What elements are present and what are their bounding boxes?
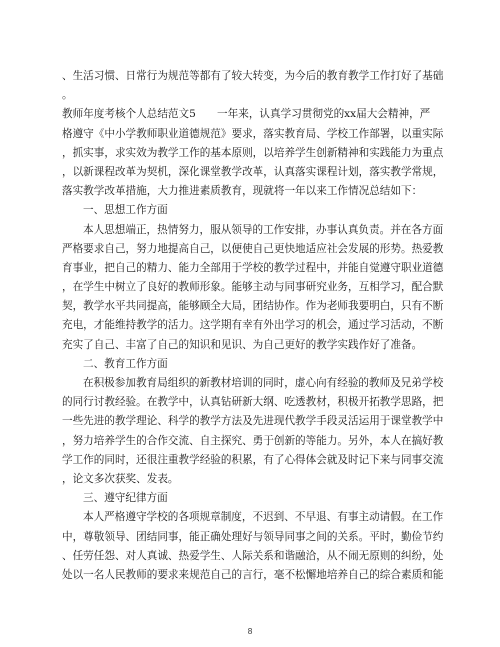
section-heading-education: 二、教育工作方面 bbox=[83, 357, 168, 370]
page-number: 8 bbox=[247, 627, 253, 636]
text-line: ，以新课程改革为契机，深化课堂教学改革，认真落实课程计划，落实教学常规， bbox=[62, 165, 444, 178]
text-line: 学工作的同时，还很注重教学经验的积累，有了心得体会就及时记下来与同事交流 bbox=[62, 453, 444, 466]
text-line: 教师年度考核个人总结范文5 一年来，认真学习贯彻党的xx届大会精神，严 bbox=[62, 108, 431, 121]
text-line: 、生活习惯、日常行为规范等都有了较大转变，为今后的教育教学工作打好了基础 bbox=[62, 70, 444, 82]
section-heading-discipline: 三、遵守纪律方面 bbox=[83, 492, 168, 505]
text-line: 充电，才能维持教学的活力。这学期有幸有外出学习的机会，通过学习活动，不断 bbox=[62, 319, 444, 332]
text-line: 在积极参加教育局组织的新教材培训的同时，虚心向有经验的教师及兄弟学校 bbox=[83, 377, 444, 389]
text-line: 中，尊敬领导、团结同事，能正确处理好与领导同事之间的关系。平时，勤俭节约 bbox=[62, 530, 444, 543]
section-heading-thought: 一、思想工作方面 bbox=[83, 204, 168, 217]
document-body bbox=[62, 67, 444, 585]
text-line: ，抓实事，求实效为教学工作的基本原则，以培养学生创新精神和实践能力为重点 bbox=[62, 146, 444, 159]
text-line: 落实教学改革措施，大力推进素质教育，现就将一年以来工作情况总结如下： bbox=[62, 185, 423, 198]
text-line: 、任劳任怨、对人真诚、热爱学生、人际关系和谐融洽，从不闹无原则的纠纷，处 bbox=[62, 549, 444, 562]
text-line: 本人严格遵守学校的各项规章制度，不迟到、不早退、有事主动请假。在工作 bbox=[83, 511, 444, 524]
text-line: 一些先进的教学理论、科学的教学方法及先进现代教学手段灵活运用于课堂教学中 bbox=[62, 415, 444, 428]
text-line: 本人思想端正，热情努力，服从领导的工作安排，办事认真负责。并在各方面 bbox=[83, 223, 444, 236]
text-line: 育事业，把自己的精力、能力全部用于学校的教学过程中，并能自觉遵守职业道德 bbox=[62, 261, 444, 274]
text-line: ，论文多次获奖、发表。 bbox=[62, 472, 179, 485]
text-line: ，努力培养学生的合作交流、自主探究、勇于创新的等能力。另外，本人在搞好教 bbox=[62, 434, 444, 447]
text-line: 格遵守《中小学教师职业道德规范》要求，落实教育局、学校工作部署，以重实际 bbox=[62, 127, 444, 140]
text-line: 。 bbox=[62, 89, 73, 102]
text-line: 充实了自己、丰富了自己的知识和见识、为自己更好的教学实践作好了准备。 bbox=[62, 338, 423, 351]
text-line: ，在学生中树立了良好的教师形象。能够主动与同事研究业务，互相学习，配合默 bbox=[62, 281, 444, 294]
text-line: 契，教学水平共同提高，能够顾全大局，团结协作。作为老师我要明白，只有不断 bbox=[62, 300, 444, 313]
text-line: 的同行讨教经验。在教学中，认真钻研新大纲、吃透教材，积极开拓教学思路，把 bbox=[62, 396, 444, 409]
text-line: 处以一名人民教师的要求来规范自己的言行，毫不松懈地培养自己的综合素质和能 bbox=[62, 568, 444, 581]
text-line: 严格要求自己，努力地提高自己，以便使自己更快地适应社会发展的形势。热爱教 bbox=[62, 242, 444, 255]
